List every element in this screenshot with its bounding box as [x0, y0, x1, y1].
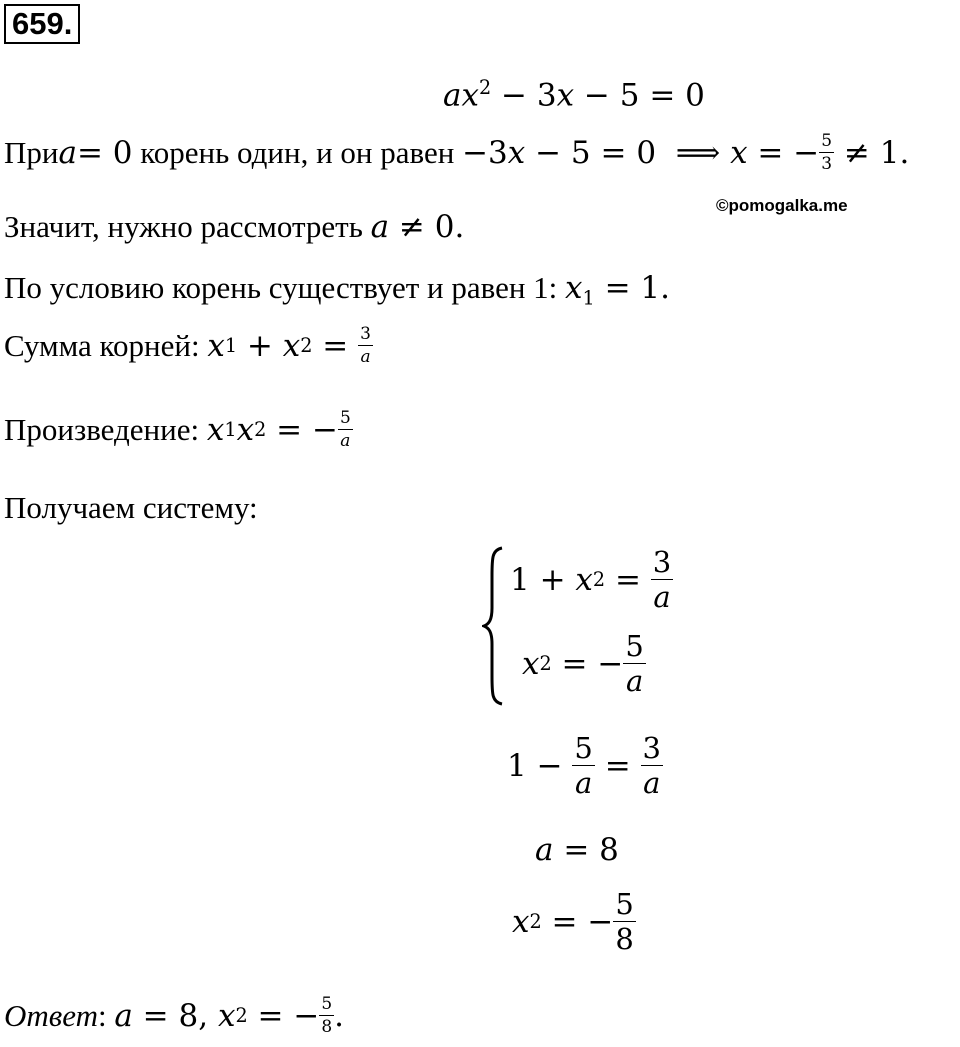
subscript: 1: [582, 286, 595, 310]
math: = 8,: [132, 998, 218, 1034]
text: корень один, и он равен: [132, 135, 463, 170]
var-x: x: [461, 77, 479, 114]
var-a: a: [370, 209, 390, 245]
math: =: [594, 748, 641, 784]
math: ≠ 0.: [389, 209, 465, 245]
var-a: a: [58, 135, 77, 171]
math: − 5 = 0 ⟹: [525, 135, 731, 171]
left-brace-icon: [482, 546, 504, 706]
var-x: x: [522, 646, 540, 682]
subscript: 1: [224, 334, 238, 357]
fraction: $\frac{5}{a}$: [574, 731, 593, 800]
eq-part: − 5 = 0: [574, 77, 705, 114]
text: Произведение:: [4, 412, 207, 447]
text: :: [97, 998, 115, 1033]
var-a: a: [114, 998, 133, 1034]
fraction: $\frac{3}{a}$: [642, 731, 661, 800]
math: .: [334, 998, 345, 1034]
var-x: x: [565, 270, 583, 306]
subscript: 2: [592, 568, 606, 591]
text: Получаем систему:: [4, 490, 258, 525]
system-row-2: [522, 629, 646, 698]
fraction: $\frac{3}{a}$: [360, 324, 371, 367]
text: Сумма корней:: [4, 328, 208, 363]
line-root-condition: [4, 270, 670, 317]
math: = −: [551, 646, 624, 682]
math: = −: [247, 998, 320, 1034]
subscript: 2: [539, 652, 552, 675]
fraction: $\frac{5}{a}$: [339, 408, 351, 451]
var-x: x: [217, 998, 236, 1034]
subscript: 2: [235, 1004, 248, 1027]
var-x: x: [282, 328, 301, 364]
math: = −: [747, 135, 820, 171]
step-substitution: [507, 731, 663, 800]
math: = 1.: [594, 270, 670, 306]
math: =: [605, 562, 651, 598]
var-x: x: [207, 328, 225, 364]
math: = −: [541, 904, 614, 940]
line-consider-a: [4, 209, 464, 245]
var-x: x: [512, 904, 530, 940]
answer-line: [4, 996, 344, 1036]
step-x2-value: [512, 887, 636, 956]
math: = 0: [76, 135, 133, 171]
subscript: 2: [300, 334, 313, 357]
var-x: x: [730, 135, 748, 171]
fraction: $\frac{5}{8}$: [615, 887, 634, 956]
step-a-value: [535, 832, 619, 868]
math: 1 +: [510, 562, 576, 598]
var-x: x: [206, 412, 225, 448]
var-x: x: [507, 135, 526, 171]
text: При: [4, 135, 59, 170]
watermark: ©pomogalka.me: [716, 196, 848, 215]
var-x: x: [556, 77, 575, 114]
fraction: $\frac{3}{a}$: [652, 545, 672, 614]
subscript: 2: [529, 910, 542, 933]
subscript: 2: [254, 418, 267, 441]
math: −3: [462, 135, 508, 171]
var-x: x: [575, 562, 593, 598]
answer-label: Ответ: [4, 998, 98, 1033]
text: Значит, нужно рассмотреть: [4, 209, 371, 244]
subscript: 1: [224, 418, 237, 441]
eq-part: − 3: [491, 77, 557, 114]
math: 1 −: [507, 748, 573, 784]
line-product-of-roots: [4, 410, 353, 450]
system-row-1: [510, 545, 673, 614]
main-equation: [443, 70, 705, 114]
var-a: a: [535, 832, 554, 868]
problem-number: 659.: [4, 4, 80, 44]
exponent: 2: [478, 76, 492, 99]
line-system-intro: [4, 490, 258, 526]
math: = −: [266, 412, 338, 448]
fraction: $\frac{5}{8}$: [321, 994, 333, 1037]
var-x: x: [236, 412, 255, 448]
line-a-zero-case: [4, 133, 909, 173]
fraction: $\frac{5}{3}$: [821, 131, 833, 174]
math: =: [312, 328, 359, 364]
text: По условию корень существует и равен 1:: [4, 270, 566, 305]
fraction: $\frac{5}{a}$: [625, 629, 644, 698]
math: ≠ 1.: [834, 135, 910, 171]
var-a: a: [443, 77, 462, 114]
math: +: [237, 328, 283, 364]
math: = 8: [553, 832, 619, 868]
line-sum-of-roots: [4, 326, 373, 366]
